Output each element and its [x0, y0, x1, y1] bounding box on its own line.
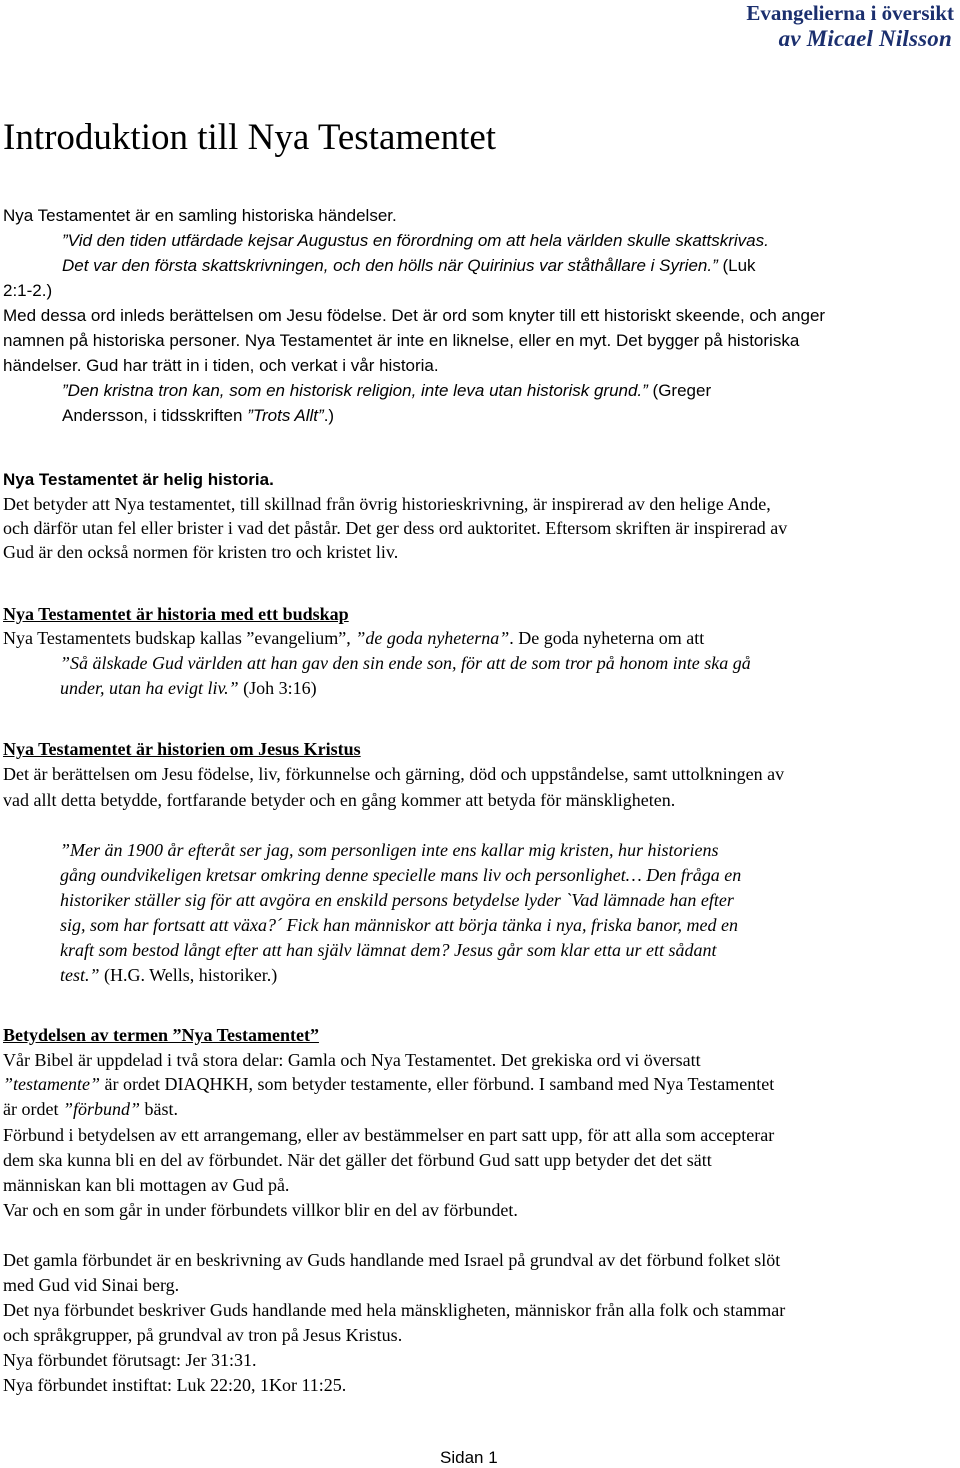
intro-line: Nya Testamentet är en samling historiska händelser. — [3, 206, 397, 225]
paragraph-line: Det är berättelsen om Jesu födelse, liv, förkunnelse och gärning, död och uppståndelse, samt uttolkningen av — [3, 764, 785, 784]
intro-line — [3, 304, 825, 328]
emphasis: ”förbund” — [62, 1099, 140, 1119]
text: är ordet — [3, 1099, 63, 1119]
intro-quote-line: ”Vid den tiden utfärdade kejsar Augustus en förordning om att hela världen skulle skattskrivas. — [62, 231, 769, 250]
text: namnen på historiska personer. — [3, 331, 241, 350]
text: Det bygger på historiska — [611, 331, 800, 350]
quote-line: kraft som bestod långt efter att han själv lämnat dem? Jesus går som klar etta ur ett sådant — [60, 940, 717, 960]
intro-quote-line — [62, 254, 756, 278]
intro-quote-line — [62, 379, 711, 403]
paragraph-line: och därför utan fel eller brister i vad det påstår. Det ger dess ord auktoritet. Eftersom skriften är inspirerad av — [3, 518, 788, 538]
text: Nya Testamentets budskap kallas ”evangelium”, — [3, 628, 356, 648]
quote-line — [60, 963, 277, 987]
paragraph-line: Nya förbundet förutsagt: Jer 31:31. — [3, 1350, 257, 1370]
paragraph-line — [3, 626, 704, 650]
intro-quote-line — [62, 404, 334, 428]
quote-line: ”Så älskade Gud världen att han gav den sin ende son, för att de som tror på honom inte ska gå — [60, 653, 751, 673]
header-author: av Micael Nilsson — [778, 26, 952, 51]
intro-line — [3, 329, 799, 353]
paragraph-line: Gud är den också normen för kristen tro och kristet liv. — [3, 542, 399, 562]
paragraph-line: Nya förbundet instiftat: Luk 22:20, 1Kor 11:25. — [3, 1375, 347, 1395]
quote-line — [60, 676, 317, 700]
quote-line: historiker ställer sig för att avgöra en enskild persons betydelse lyder `Vad lämnade han efter — [60, 890, 734, 910]
section-heading: Nya Testamentet är historia med ett budskap — [3, 604, 349, 624]
citation: (Luk — [717, 256, 756, 275]
citation: (Greger — [647, 381, 712, 400]
page-number: Sidan 1 — [440, 1448, 498, 1467]
paragraph-line: Det betyder att Nya testamentet, till skillnad från övrig historieskrivning, är inspirerad av den helige Ande, — [3, 494, 771, 514]
text: bäst. — [140, 1099, 178, 1119]
text: händelser. — [3, 356, 82, 375]
section-heading: Nya Testamentet är historien om Jesus Kristus — [3, 739, 361, 759]
paragraph-line: Vår Bibel är uppdelad i två stora delar: Gamla och Nya Testamentet. Det grekiska ord vi översatt — [3, 1050, 701, 1070]
citation: (Joh 3:16) — [238, 678, 317, 698]
quote-line: gång oundvikeligen kretsar omkring denne specielle mans liv och personlighet… Den fråga en — [60, 865, 742, 885]
section-heading: Nya Testamentet är helig historia. — [3, 470, 274, 489]
text: Gud har trätt in i tiden, och verkat i vår historia. — [81, 356, 439, 375]
emphasis: ”testamente” — [3, 1074, 100, 1094]
paragraph-line — [3, 1097, 178, 1121]
paragraph-line — [3, 1072, 774, 1096]
quote-text: test.” — [60, 965, 100, 985]
citation: Andersson, i tidsskriften — [62, 406, 248, 425]
document-title: Introduktion till Nya Testamentet — [3, 117, 497, 158]
quote-text: ”Den kristna tron kan, som en historisk religion, inte leva utan historisk grund.” — [62, 381, 648, 400]
paragraph-line: Det nya förbundet beskriver Guds handlande med hela mänskligheten, människor från alla folk och stammar — [3, 1300, 786, 1320]
paragraph-line: med Gud vid Sinai berg. — [3, 1275, 180, 1295]
text: Det är ord som knyter till ett historiskt skeende, och anger — [386, 306, 826, 325]
paragraph-line: vad allt detta betydde, fortfarande betyder och en gång kommer att betyda för mänskligheten. — [3, 790, 676, 810]
quote-text: Det var den första skattskrivningen, och den hölls när Quirinius var ståthållare i Syrien.” — [62, 256, 718, 275]
paragraph-line: Förbund i betydelsen av ett arrangemang, eller av bestämmelser en part satt upp, för att alla som accepterar — [3, 1125, 775, 1145]
intro-line — [3, 354, 439, 378]
emphasis: ”de goda nyheterna” — [355, 628, 510, 648]
paragraph-line: och språkgrupper, på grundval av tron på Jesus Kristus. — [3, 1325, 403, 1345]
section-heading: Betydelsen av termen ”Nya Testamentet” — [3, 1025, 319, 1045]
quote-text: under, utan ha evigt liv.” — [60, 678, 239, 698]
quote-line: ”Mer än 1900 år efteråt ser jag, som personligen inte ens kallar mig kristen, hur historiens — [60, 840, 719, 860]
citation-title: ”Trots Allt” — [247, 406, 324, 425]
paragraph-line: Var och en som går in under förbundets villkor blir en del av förbundet. — [3, 1200, 518, 1220]
paragraph-line: Det gamla förbundet är en beskrivning av Guds handlande med Israel på grundval av det förbund folket slöt — [3, 1250, 781, 1270]
text: Med dessa ord inleds berättelsen om Jesu födelse. — [3, 306, 387, 325]
intro-line: 2:1-2.) — [3, 281, 53, 300]
citation: (H.G. Wells, historiker.) — [99, 965, 278, 985]
text: Nya Testamentet är inte en liknelse, eller en myt. — [240, 331, 612, 350]
text: är ordet DIAQHKH, som betyder testamente, eller förbund. I samband med Nya Testamentet — [100, 1074, 775, 1094]
paragraph-line: människan kan bli mottagen av Gud på. — [3, 1175, 290, 1195]
quote-line: sig, som har fortsatt att växa?´ Fick han människor att börja tänka i nya, friska banor, med en — [60, 915, 738, 935]
citation: .) — [323, 406, 335, 425]
text: . De goda nyheterna om att — [509, 628, 705, 648]
header-title: Evangelierna i översikt — [746, 1, 954, 25]
paragraph-line: dem ska kunna bli en del av förbundet. När det gäller det förbund Gud satt upp betyder det det sätt — [3, 1150, 712, 1170]
